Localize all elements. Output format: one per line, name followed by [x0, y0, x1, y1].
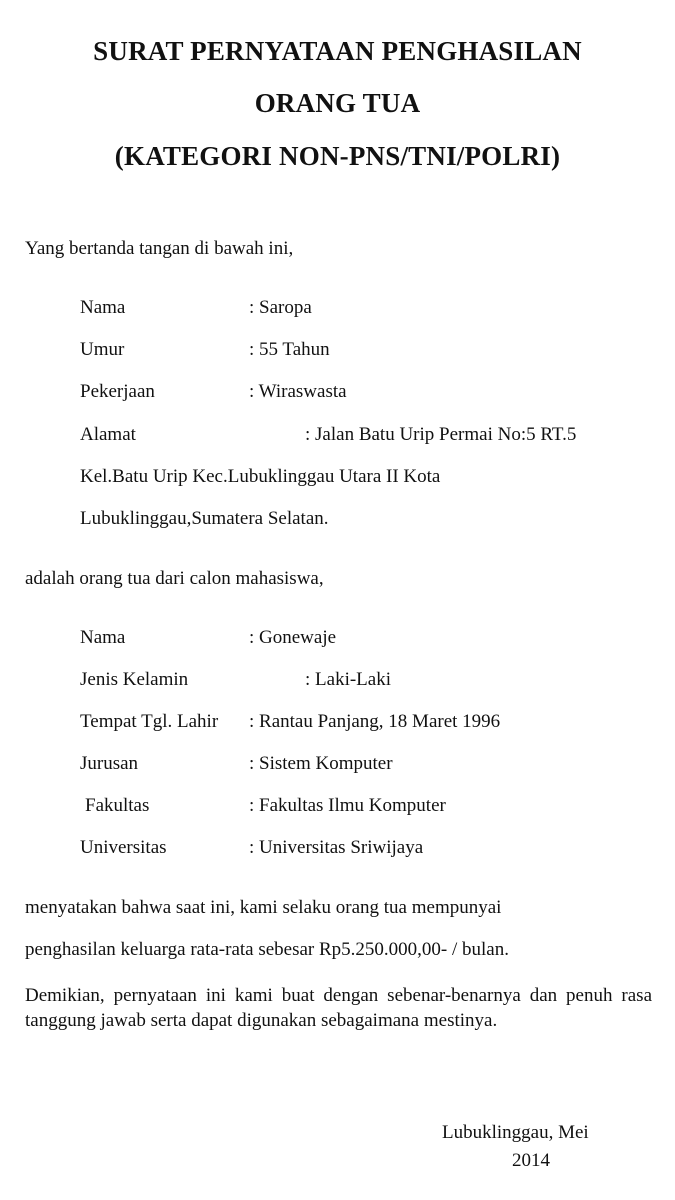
signature-year: 2014	[512, 1150, 550, 1171]
student-jurusan-label: Jurusan	[80, 753, 139, 774]
intro-text: Yang bertanda tangan di bawah ini,	[25, 238, 294, 259]
parent-alamat-value: : Jalan Batu Urip Permai No:5 RT.5	[305, 424, 577, 445]
student-jk-label: Jenis Kelamin	[80, 669, 189, 690]
parent-pekerjaan-value: : Wiraswasta	[249, 381, 347, 402]
student-jurusan-value: : Sistem Komputer	[249, 753, 393, 774]
student-univ-label: Universitas	[80, 837, 167, 858]
parent-umur-value: : 55 Tahun	[249, 339, 330, 360]
statement-line-2: penghasilan keluarga rata-rata sebesar Rp5.250.000,00- / bulan.	[25, 939, 509, 960]
student-ttl-value: : Rantau Panjang, 18 Maret 1996	[249, 711, 501, 732]
parent-nama-value: : Saropa	[249, 297, 312, 318]
student-jk-value: : Laki-Laki	[305, 669, 391, 690]
statement-line-1: menyatakan bahwa saat ini, kami selaku orang tua mempunyai	[25, 897, 502, 918]
student-ttl-label: Tempat Tgl. Lahir	[80, 711, 219, 732]
parent-pekerjaan-label: Pekerjaan	[80, 381, 155, 402]
parent-nama-label: Nama	[80, 297, 126, 318]
signature-place-date: Lubuklinggau, Mei	[442, 1122, 589, 1143]
child-intro-text: adalah orang tua dari calon mahasiswa,	[25, 568, 324, 589]
student-fakultas-label: Fakultas	[85, 795, 150, 816]
parent-alamat-line-3: Lubuklinggau,Sumatera Selatan.	[80, 508, 329, 529]
student-univ-value: : Universitas Sriwijaya	[249, 837, 424, 858]
student-nama-value: : Gonewaje	[249, 627, 337, 648]
parent-alamat-line-2: Kel.Batu Urip Kec.Lubuklinggau Utara II Kota	[80, 466, 441, 487]
title-line-3: (KATEGORI NON-PNS/TNI/POLRI)	[114, 141, 561, 171]
title-line-1: SURAT PERNYATAAN PENGHASILAN	[93, 36, 582, 66]
closing-paragraph: Demikian, pernyataan ini kami buat dengan sebenar-benarnya dan penuh rasa tanggung jawab serta dapat digunakan sebagaimana mestinya.	[25, 985, 652, 1031]
parent-umur-label: Umur	[80, 339, 125, 360]
student-nama-label: Nama	[80, 627, 126, 648]
title-line-2: ORANG TUA	[254, 88, 421, 118]
student-fakultas-value: : Fakultas Ilmu Komputer	[249, 795, 446, 816]
parent-alamat-label: Alamat	[80, 424, 136, 445]
